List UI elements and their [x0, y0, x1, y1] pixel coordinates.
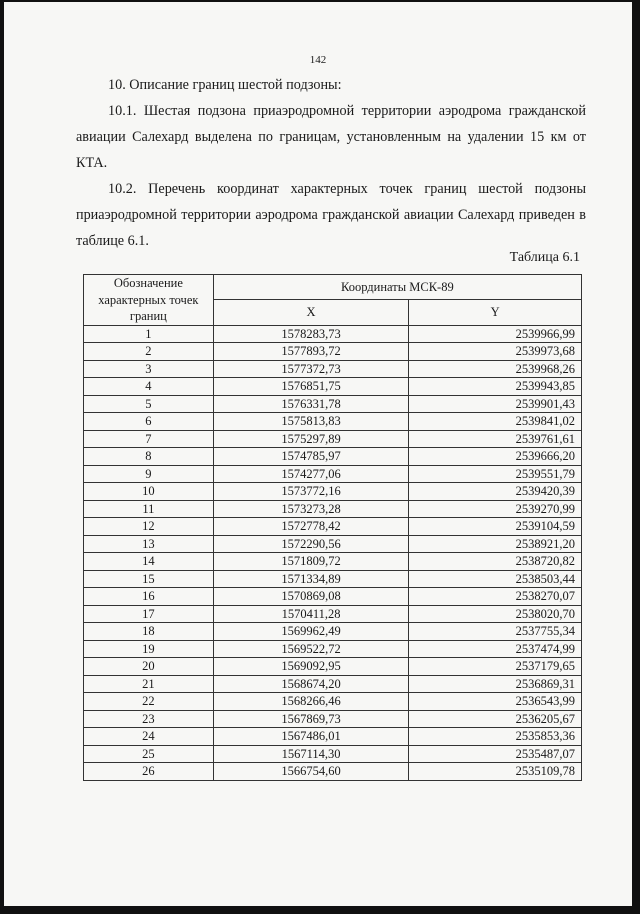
- y-coordinate-cell: 2536869,31: [409, 675, 582, 693]
- y-coordinate-cell: 2539761,61: [409, 430, 582, 448]
- point-number-cell: 21: [84, 675, 214, 693]
- y-coordinate-cell: 2539901,43: [409, 395, 582, 413]
- table-row: [84, 588, 582, 606]
- document-page: [4, 2, 632, 906]
- y-coordinate-cell: 2539104,59: [409, 518, 582, 536]
- table-row: [84, 553, 582, 571]
- x-coordinate-cell: 1572778,42: [213, 518, 409, 536]
- point-number-cell: 16: [84, 588, 214, 606]
- table-row: [84, 693, 582, 711]
- point-number-cell: 18: [84, 623, 214, 641]
- table-row: [84, 570, 582, 588]
- table-row: [84, 343, 582, 361]
- table-row: [84, 500, 582, 518]
- page-number: 142: [309, 54, 327, 66]
- x-column-header: X: [213, 300, 409, 325]
- x-coordinate-cell: 1569522,72: [213, 640, 409, 658]
- x-coordinate-cell: 1576331,78: [213, 395, 409, 413]
- x-coordinate-cell: 1573273,28: [213, 500, 409, 518]
- table-row: [84, 325, 582, 343]
- point-number-cell: 17: [84, 605, 214, 623]
- y-coordinate-cell: 2539968,26: [409, 360, 582, 378]
- point-number-cell: 10: [84, 483, 214, 501]
- point-number-cell: 8: [84, 448, 214, 466]
- x-coordinate-cell: 1573772,16: [213, 483, 409, 501]
- point-designation-header: Обозначение характерных точек границ: [84, 275, 214, 326]
- y-coordinate-cell: 2538720,82: [409, 553, 582, 571]
- point-number-cell: 13: [84, 535, 214, 553]
- y-coordinate-cell: 2537755,34: [409, 623, 582, 641]
- y-column-header: Y: [409, 300, 582, 325]
- coordinates-table: [83, 274, 582, 781]
- table-row: [84, 745, 582, 763]
- table-row: [84, 623, 582, 641]
- point-number-cell: 26: [84, 763, 214, 781]
- point-number-cell: 19: [84, 640, 214, 658]
- x-coordinate-cell: 1576851,75: [213, 378, 409, 396]
- point-number-cell: 3: [84, 360, 214, 378]
- point-number-cell: 14: [84, 553, 214, 571]
- table-row: [84, 465, 582, 483]
- point-number-cell: 20: [84, 658, 214, 676]
- table-row: [84, 395, 582, 413]
- x-coordinate-cell: 1575297,89: [213, 430, 409, 448]
- point-number-cell: 22: [84, 693, 214, 711]
- y-coordinate-cell: 2538270,07: [409, 588, 582, 606]
- x-coordinate-cell: 1569962,49: [213, 623, 409, 641]
- table-body: [84, 325, 582, 780]
- x-coordinate-cell: 1567486,01: [213, 728, 409, 746]
- x-coordinate-cell: 1567114,30: [213, 745, 409, 763]
- point-number-cell: 23: [84, 710, 214, 728]
- x-coordinate-cell: 1568674,20: [213, 675, 409, 693]
- y-coordinate-cell: 2539973,68: [409, 343, 582, 361]
- y-coordinate-cell: 2535487,07: [409, 745, 582, 763]
- point-number-cell: 7: [84, 430, 214, 448]
- x-coordinate-cell: 1570869,08: [213, 588, 409, 606]
- point-number-cell: 15: [84, 570, 214, 588]
- table-row: [84, 728, 582, 746]
- y-coordinate-cell: 2536205,67: [409, 710, 582, 728]
- point-number-cell: 5: [84, 395, 214, 413]
- y-coordinate-cell: 2539270,99: [409, 500, 582, 518]
- coordinates-group-header: Координаты МСК-89: [213, 275, 581, 300]
- y-coordinate-cell: 2539966,99: [409, 325, 582, 343]
- table-row: [84, 413, 582, 431]
- paragraph-10-1: 10.1. Шестая подзона приаэродромной территории аэродрома гражданской авиации Салехард выделена по границам, установленным на удалении 15 км от КТА.: [76, 103, 586, 171]
- y-coordinate-cell: 2539943,85: [409, 378, 582, 396]
- table-row: [84, 430, 582, 448]
- y-coordinate-cell: 2539551,79: [409, 465, 582, 483]
- y-coordinate-cell: 2537474,99: [409, 640, 582, 658]
- y-coordinate-cell: 2536543,99: [409, 693, 582, 711]
- point-number-cell: 2: [84, 343, 214, 361]
- y-coordinate-cell: 2538503,44: [409, 570, 582, 588]
- table-row: [84, 658, 582, 676]
- table-row: [84, 710, 582, 728]
- x-coordinate-cell: 1574785,97: [213, 448, 409, 466]
- y-coordinate-cell: 2538020,70: [409, 605, 582, 623]
- y-coordinate-cell: 2538921,20: [409, 535, 582, 553]
- y-coordinate-cell: 2535853,36: [409, 728, 582, 746]
- x-coordinate-cell: 1575813,83: [213, 413, 409, 431]
- point-number-cell: 11: [84, 500, 214, 518]
- x-coordinate-cell: 1569092,95: [213, 658, 409, 676]
- point-number-cell: 24: [84, 728, 214, 746]
- y-coordinate-cell: 2539420,39: [409, 483, 582, 501]
- x-coordinate-cell: 1578283,73: [213, 325, 409, 343]
- x-coordinate-cell: 1568266,46: [213, 693, 409, 711]
- x-coordinate-cell: 1566754,60: [213, 763, 409, 781]
- paragraph-10-2: 10.2. Перечень координат характерных точек границ шестой подзоны приаэродромной территории аэродрома гражданской авиации Салехард приведен в таблице 6.1.: [76, 181, 586, 249]
- y-coordinate-cell: 2537179,65: [409, 658, 582, 676]
- x-coordinate-cell: 1577893,72: [213, 343, 409, 361]
- table-row: [84, 448, 582, 466]
- table-row: [84, 483, 582, 501]
- table-row: [84, 675, 582, 693]
- x-coordinate-cell: 1571809,72: [213, 553, 409, 571]
- section-heading: 10. Описание границ шестой подзоны:: [108, 77, 342, 93]
- table-row: [84, 535, 582, 553]
- x-coordinate-cell: 1572290,56: [213, 535, 409, 553]
- table-row: [84, 605, 582, 623]
- x-coordinate-cell: 1574277,06: [213, 465, 409, 483]
- table-row: [84, 360, 582, 378]
- table-caption: Таблица 6.1: [509, 250, 580, 265]
- table-row: [84, 378, 582, 396]
- table-row: [84, 640, 582, 658]
- point-number-cell: 1: [84, 325, 214, 343]
- x-coordinate-cell: 1577372,73: [213, 360, 409, 378]
- point-number-cell: 12: [84, 518, 214, 536]
- table-row: [84, 763, 582, 781]
- x-coordinate-cell: 1571334,89: [213, 570, 409, 588]
- point-number-cell: 4: [84, 378, 214, 396]
- x-coordinate-cell: 1570411,28: [213, 605, 409, 623]
- point-number-cell: 25: [84, 745, 214, 763]
- point-number-cell: 6: [84, 413, 214, 431]
- x-coordinate-cell: 1567869,73: [213, 710, 409, 728]
- y-coordinate-cell: 2535109,78: [409, 763, 582, 781]
- y-coordinate-cell: 2539666,20: [409, 448, 582, 466]
- table-row: [84, 518, 582, 536]
- y-coordinate-cell: 2539841,02: [409, 413, 582, 431]
- point-number-cell: 9: [84, 465, 214, 483]
